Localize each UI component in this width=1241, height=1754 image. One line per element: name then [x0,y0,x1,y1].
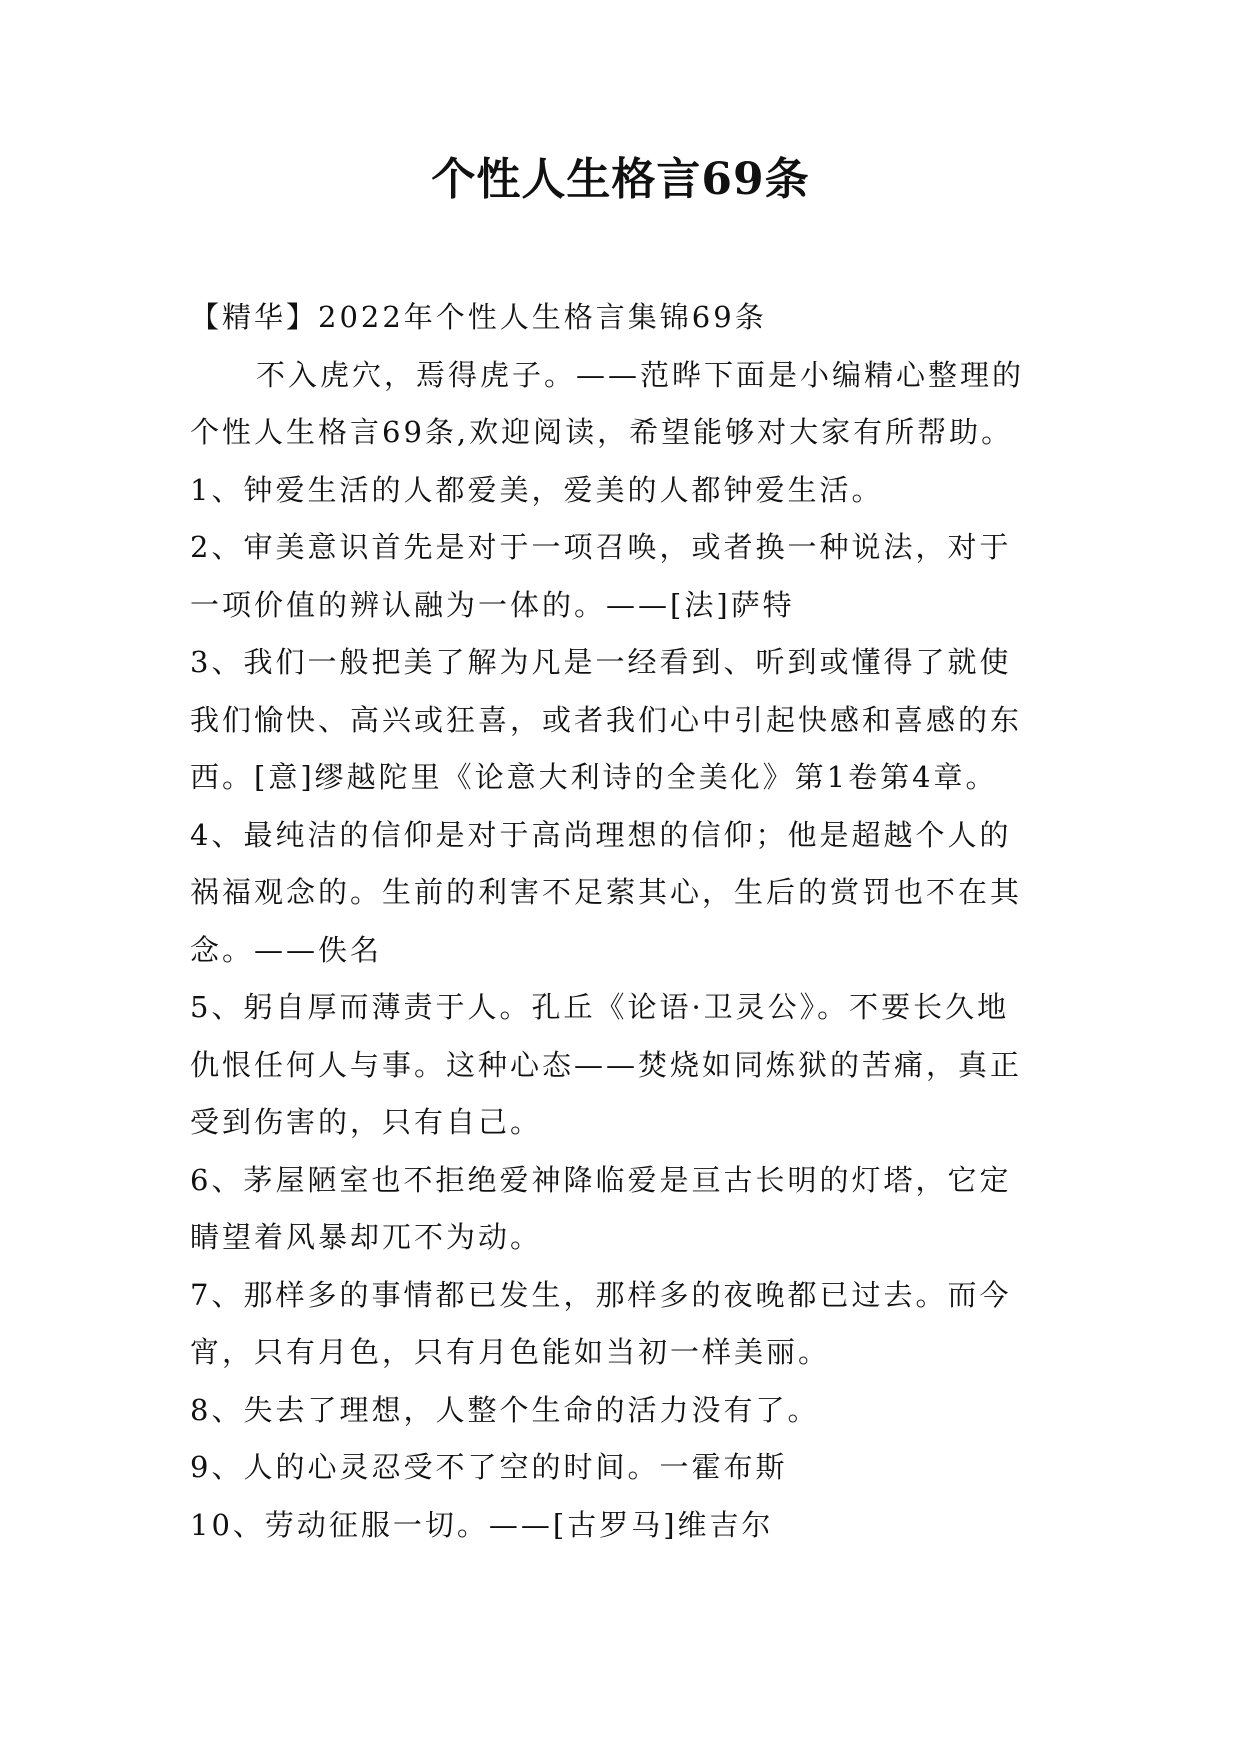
document-title: 个性人生格言69条 [431,154,810,205]
quote-line: 6、茅屋陋室也不拒绝爱神降临爱是亘古长明的灯塔，它定 [190,1162,1012,1197]
quote-line: 祸福观念的。生前的利害不足萦其心，生后的赏罚也不在其 [190,875,1023,909]
quote-line: 10、劳动征服一切。——[古罗马]维吉尔 [190,1507,774,1542]
quote-line: 仇恨任何人与事。这种心态——焚烧如同炼狱的苦痛，真正 [190,1047,1023,1082]
quote-line: 念。——佚名 [190,932,383,967]
quote-line: 7、那样多的事情都已发生，那样多的夜晚都已过去。而今 [190,1277,1012,1312]
intro-paragraph-line: 不入虎穴，焉得虎子。——范晔下面是小编精心整理的 [256,357,1025,392]
quote-line: 一项价值的辨认融为一体的。——[法]萨特 [190,587,795,622]
quote-line: 宵，只有月色，只有月色能如当初一样美丽。 [190,1335,831,1369]
quote-line: 9、人的心灵忍受不了空的时间。一霍布斯 [190,1450,788,1484]
quote-line: 8、失去了理想，人整个生命的活力没有了。 [190,1392,820,1427]
quote-line: 5、躬自厚而薄责于人。孔丘《论语·卫灵公》。不要长久地 [190,990,1010,1024]
intro-paragraph-line: 个性人生格言69条,欢迎阅读，希望能够对大家有所帮助。 [190,415,1014,449]
quote-line: 睛望着风暴却兀不为动。 [190,1220,543,1254]
quote-line: 1、钟爱生活的人都爱美，爱美的人都钟爱生活。 [190,472,884,507]
quote-line: 我们愉快、高兴或狂喜，或者我们心中引起快感和喜感的东 [190,702,1023,737]
intro-heading-line: 【精华】2022年个性人生格言集锦69条 [190,300,767,334]
document-body [190,289,1090,1554]
quote-line: 3、我们一般把美了解为凡是一经看到、听到或懂得了就使 [190,645,1012,679]
quote-line: 2、审美意识首先是对于一项召唤，或者换一种说法，对于 [190,530,1012,564]
quote-line: 西。[意]缪越陀里《论意大利诗的全美化》第1卷第4章。 [190,760,998,794]
quote-line: 4、最纯洁的信仰是对于高尚理想的信仰；他是超越个人的 [190,817,1012,852]
quote-line: 受到伤害的，只有自己。 [190,1105,543,1139]
